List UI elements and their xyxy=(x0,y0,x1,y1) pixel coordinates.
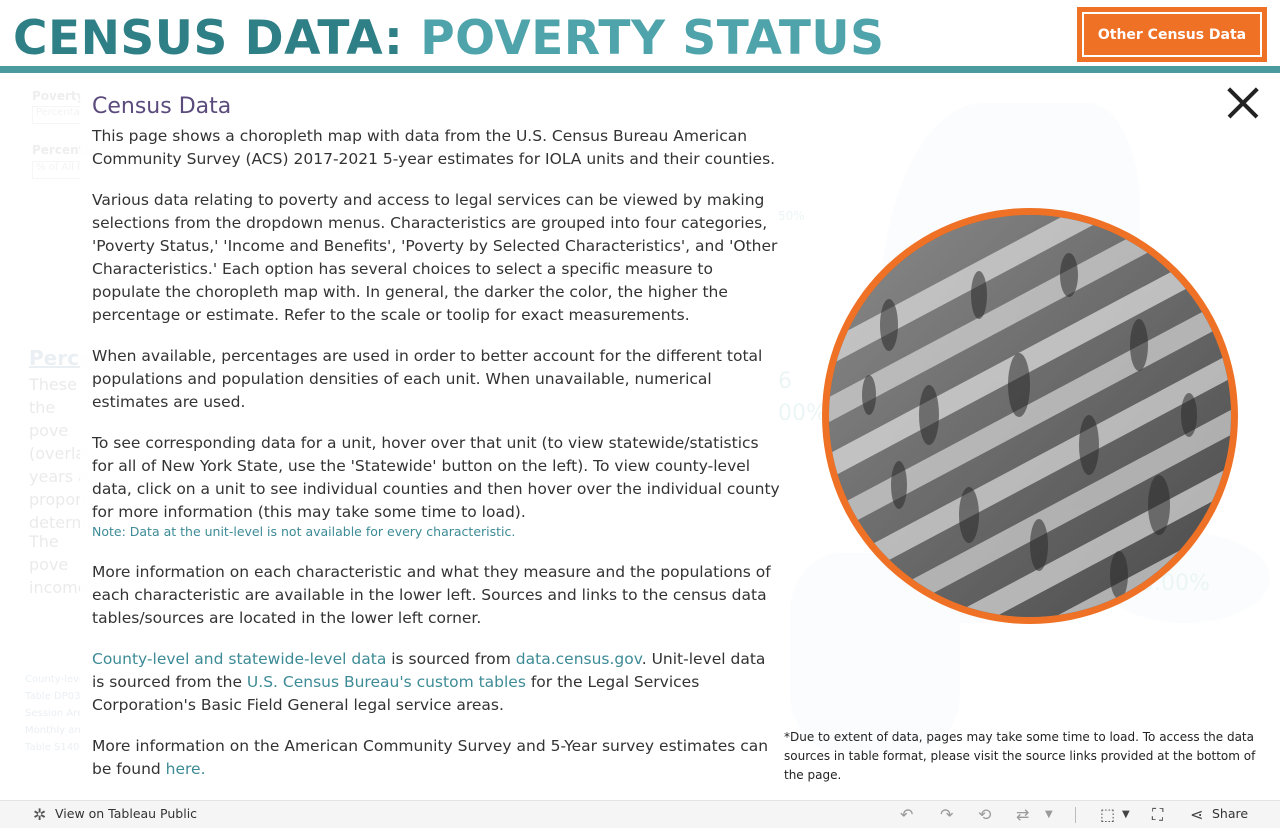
county-data-link[interactable]: County-level and statewide-level data xyxy=(92,650,387,668)
custom-tables-link[interactable]: U.S. Census Bureau's custom tables xyxy=(246,673,526,691)
header xyxy=(0,0,1280,66)
p6-text-3: for the Legal Services Corporation's Basic Field General legal service areas. xyxy=(92,673,700,714)
tableau-logo-icon: ✲ xyxy=(33,805,47,824)
page-title xyxy=(13,8,884,70)
panel-paragraph-4: To see corresponding data for a unit, hover over that unit (to view statewide/statistics for all of New York State, use the 'Statewide' button on the left). To view county-level data, click on a unit to see individual counties and then hover over the individual county for more information (this may take some time to load). xyxy=(92,434,780,521)
panel-note: Note: Data at the unit-level is not available for every characteristic. xyxy=(92,524,516,539)
chevron-down-icon[interactable]: ▼ xyxy=(1045,809,1053,820)
header-divider xyxy=(0,66,1280,73)
photo-frame xyxy=(822,208,1238,624)
p7-text: More information on the American Community Survey and 5-Year survey estimates can be found xyxy=(92,737,769,778)
tableau-toolbar xyxy=(0,800,1280,828)
here-link[interactable]: here. xyxy=(165,760,206,778)
undo-icon[interactable]: ↶ xyxy=(900,805,914,824)
panel-paragraph-3: When available, percentages are used in order to better account for the different total populations and population densities of each unit. When unavailable, numerical estimates are used. xyxy=(92,347,763,411)
other-census-data-label: Other Census Data xyxy=(1082,12,1262,57)
redo-icon[interactable]: ↷ xyxy=(940,805,954,824)
toolbar-separator xyxy=(1075,807,1076,823)
refresh-icon[interactable]: ⇄ xyxy=(1016,805,1030,824)
title-part2: POVERTY STATUS xyxy=(420,11,885,66)
load-footnote: *Due to extent of data, pages may take some time to load. To access the data sources in table format, please visit the source links provided at the bottom of the page. xyxy=(784,730,1256,782)
share-icon[interactable]: ⋖ xyxy=(1190,805,1204,824)
other-census-data-button[interactable] xyxy=(1077,7,1267,62)
revert-icon[interactable]: ⟲ xyxy=(978,805,992,824)
crowd-photo-graphic xyxy=(829,215,1231,617)
census-gov-link[interactable]: data.census.gov xyxy=(515,650,642,668)
share-button[interactable]: Share xyxy=(1212,806,1249,821)
panel-paragraph-6 xyxy=(92,648,782,717)
view-on-tableau-public-link[interactable]: View on Tableau Public xyxy=(55,806,198,821)
panel-paragraph-1: This page shows a choropleth map with data from the U.S. Census Bureau American Community Survey (ACS) 2017-2021 5-year estimates for IOLA units and their counties. xyxy=(92,127,776,168)
panel-paragraph-7 xyxy=(92,735,782,781)
p6-text-2: . Unit-level data is sourced from the xyxy=(92,650,766,691)
p6-text-1: is sourced from xyxy=(386,650,516,668)
panel-title: Census Data xyxy=(92,94,232,119)
panel-paragraph-5: More information on each characteristic and what they measure and the populations of each characteristic are available in the lower left. Sources and links to the census data tables/sources are located in the lower left corner. xyxy=(92,563,771,627)
download-chevron-icon[interactable]: ▼ xyxy=(1122,809,1130,820)
download-icon[interactable]: ⬚ xyxy=(1100,805,1116,824)
fullscreen-icon[interactable]: ⛶ xyxy=(1152,805,1164,824)
crowd-photo xyxy=(829,215,1231,617)
title-part1: CENSUS DATA: xyxy=(13,11,404,66)
close-icon[interactable] xyxy=(1226,86,1260,120)
panel-paragraph-2: Various data relating to poverty and access to legal services can be viewed by making selections from the dropdown menus. Characteristics are grouped into four categories, 'Poverty Status,' 'Income and Benefits', 'Poverty by Selected Characteristics', and 'Other Characteristics.' Each option has several choices to select a specific measure to populate the choropleth map with. In general, the darker the color, the higher the percentage or estimate. Refer to the scale or toolip for exact measurements. xyxy=(92,191,778,324)
